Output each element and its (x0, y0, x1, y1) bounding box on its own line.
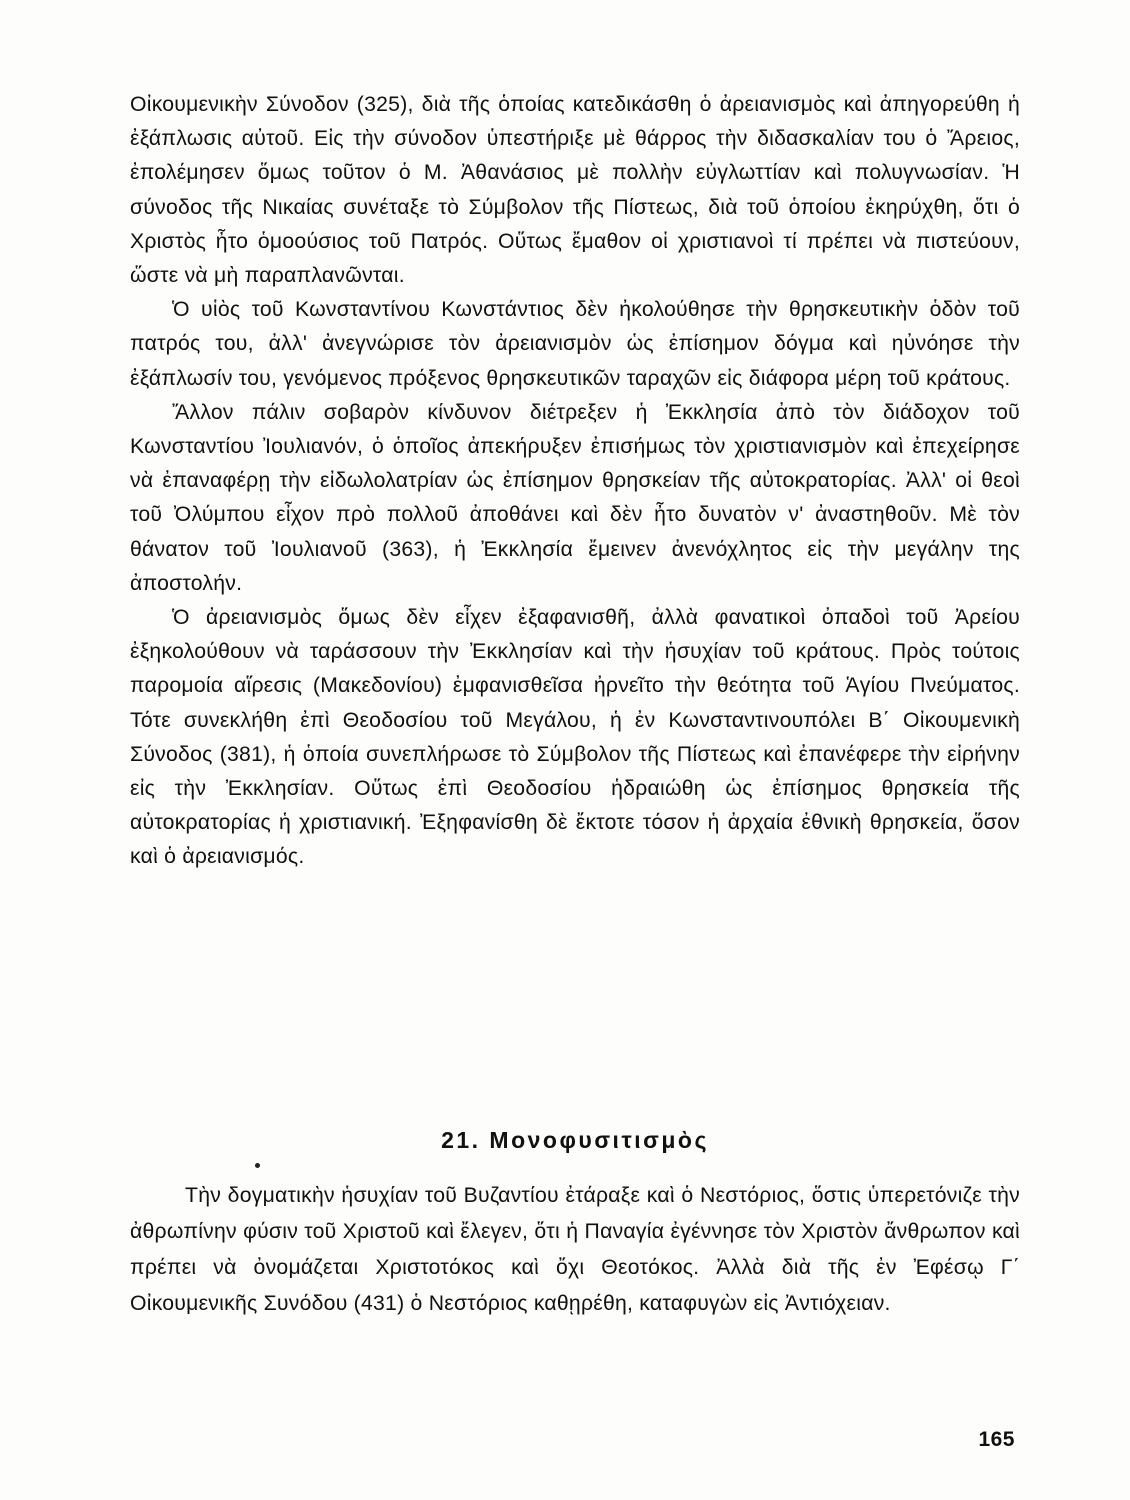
page-number: 165 (978, 1428, 1015, 1451)
paragraph-1: Οἰκουμενικὴν Σύνοδον (325), διὰ τῆς ὁποίας κατεδικάσθη ὁ ἀρειανισμὸς καὶ ἀπηγορεύθη ἡ ἐξάπλωσις αὐτοῦ. Εἰς τὴν σύνοδον ὑπεστήριξε μὲ θάρρος τὴν διδασκαλίαν του ὁ Ἄρειος, ἐπολέμησεν ὅμως τοῦτον ὁ Μ. Ἀθανάσιος μὲ πολλὴν εὐγλωττίαν καὶ πολυγνωσίαν. Ἡ σύνοδος τῆς Νικαίας συνέταξε τὸ Σύμβολον τῆς Πίστεως, διὰ τοῦ ὁποίου ἐκηρύχθη, ὅτι ὁ Χριστὸς ἦτο ὁμοούσιος τοῦ Πατρός. Οὕτως ἔμαθον οἱ χριστιανοὶ τί πρέπει νὰ πιστεύουν, ὥστε νὰ μὴ παραπλανῶνται. (130, 93, 1020, 288)
section-paragraph: Τὴν δογματικὴν ἡσυχίαν τοῦ Βυζαντίου ἐτάραξε καὶ ὁ Νεστόριος, ὅστις ὑπερετόνιζε τὴν ἀθρωπίνην φύσιν τοῦ Χριστοῦ καὶ ἔλεγεν, ὅτι ἡ Παναγία ἐγέννησε τὸν Χριστὸν ἄνθρωπον καὶ πρέπει νὰ ὀνομάζεται Χριστοτόκος καὶ ὄχι Θεοτόκος. Ἀλλὰ διὰ τῆς ἐν Ἐφέσῳ Γ΄ Οἰκουμενικῆς Συνόδου (431) ὁ Νεστόριος καθῃρέθη, καταφυγὼν εἰς Ἀντιόχειαν. (130, 1184, 1020, 1315)
paragraph-2: Ὁ υἱὸς τοῦ Κωνσταντίνου Κωνστάντιος δὲν ἠκολούθησε τὴν θρησκευτικὴν ὁδὸν τοῦ πατρός του, ἀλλ' ἀνεγνώρισε τὸν ἀρειανισμὸν ὡς ἐπίσημον δόγμα καὶ ηὐνόησε τὴν ἐξάπλωσίν του, γενόμενος πρόξενος θρησκευτικῶν ταραχῶν εἰς διάφορα μέρη τοῦ κράτους. (130, 298, 1020, 390)
body-text (130, 88, 1020, 875)
stray-dot-mark (255, 1163, 260, 1168)
section-body (130, 1178, 1020, 1322)
paragraph-3: Ἄλλον πάλιν σοβαρὸν κίνδυνον διέτρεξεν ἡ Ἐκκλησία ἀπὸ τὸν διάδοχον τοῦ Κωνσταντίου Ἰουλιανόν, ὁ ὁποῖος ἀπεκήρυξεν ἐπισήμως τὸν χριστιανισμὸν καὶ ἐπεχείρησε νὰ ἐπαναφέρῃ τὴν εἰδωλολατρίαν ὡς ἐπίσημον θρησκείαν τῆς αὐτοκρατορίας. Ἀλλ' οἱ θεοὶ τοῦ Ὀλύμπου εἶχον πρὸ πολλοῦ ἀποθάνει καὶ δὲν ἦτο δυνατὸν ν' ἀναστηθοῦν. Μὲ τὸν θάνατον τοῦ Ἰουλιανοῦ (363), ἡ Ἐκκλησία ἔμεινεν ἀνενόχλητος εἰς τὴν μεγάλην της ἀποστολήν. (130, 400, 1020, 595)
paragraph-4: Ὁ ἀρειανισμὸς ὅμως δὲν εἶχεν ἐξαφανισθῆ, ἀλλὰ φανατικοὶ ὀπαδοὶ τοῦ Ἀρείου ἐξηκολούθουν νὰ ταράσσουν τὴν Ἐκκλησίαν καὶ τὴν ἡσυχίαν τοῦ κράτους. Πρὸς τούτοις παρομοία αἵρεσις (Μακεδονίου) ἐμφανισθεῖσα ἠρνεῖτο τὴν θεότητα τοῦ Ἁγίου Πνεύματος. Τότε συνεκλήθη ἐπὶ Θεοδοσίου τοῦ Μεγάλου, ἡ ἐν Κωνσταντινουπόλει Β΄ Οἰκουμενικὴ Σύνοδος (381), ἡ ὁποία συνεπλήρωσε τὸ Σύμβολον τῆς Πίστεως καὶ ἐπανέφερε τὴν εἰρήνην εἰς τὴν Ἐκκλησίαν. Οὕτως ἐπὶ Θεοδοσίου ἡδραιώθη ὡς ἐπίσημος θρησκεία τῆς αὐτοκρατορίας ἡ χριστιανική. Ἐξηφανίσθη δὲ ἔκτοτε τόσον ἡ ἀρχαία ἐθνικὴ θρησκεία, ὅσον καὶ ὁ ἀρειανισμός. (130, 606, 1020, 869)
section-heading: 21. Μονοφυσιτισμὸς (441, 1127, 709, 1153)
